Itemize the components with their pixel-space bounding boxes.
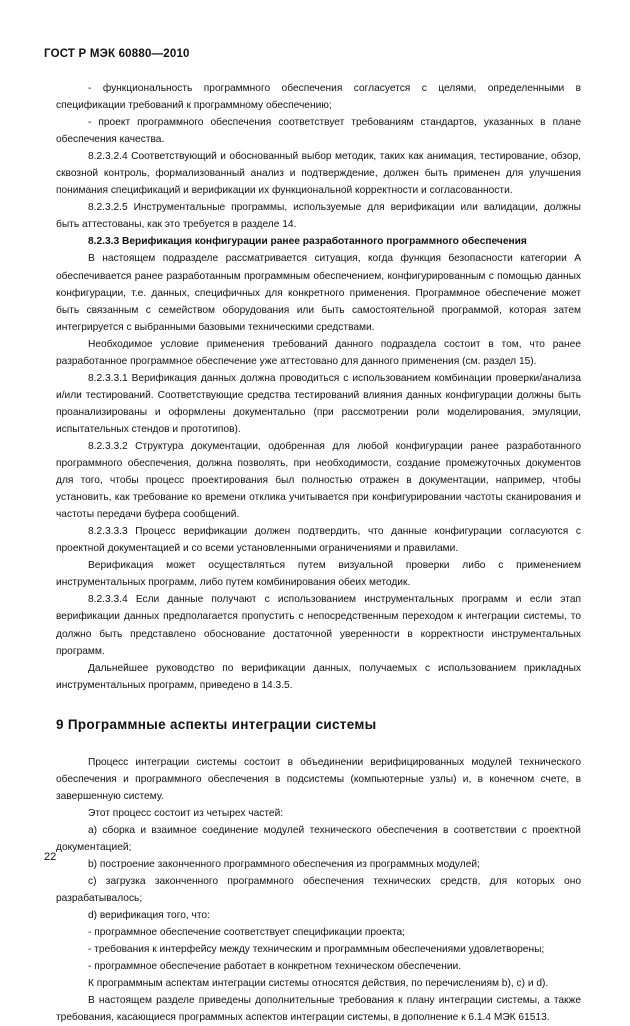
paragraph: 8.2.3.2.5 Инструментальные программы, используемые для верификации или валидации, должны быть аттестованы, как это требуется в разделе 14. <box>56 202 581 231</box>
paragraph: В настоящем подразделе рассматривается ситуация, когда функция безопасности категории А обеспечивается ранее разработанным программным обеспечением, конфигурированным с помощью данных конфигурации, т.е. данных, специфичных для конкретного применения. Программное обеспечение может быть связанным с семейством оборудования или быть самостоятельной программой, которая затем интегрируется с выбранными базовыми техническими средствами. <box>56 253 581 333</box>
paragraph: - программное обеспечение работает в конкретном техническом обеспечении. <box>88 961 462 973</box>
paragraph: К программным аспектам интеграции системы относятся действия, по перечислениям b), c) и d). <box>88 978 549 990</box>
paragraph: Необходимое условие применения требований данного подраздела состоит в том, что ранее разработанное программное обеспечение уже аттестовано для данного применения (см. раздел 15). <box>56 338 581 367</box>
paragraph: 8.2.3.3.4 Если данные получают с использованием инструментальных программ и если этап верификации данных предполагается пропустить с непосредственным переходом к интеграции системы, то должно быть представлено обоснование достаточной уверенности в корректности инструментальных программ. <box>56 594 581 657</box>
document-header: ГОСТ Р МЭК 60880—2010 <box>44 48 190 60</box>
paragraph: 8.2.3.3 Верификация конфигурации ранее разработанного программного обеспечения <box>88 236 527 248</box>
paragraph: Процесс интеграции системы состоит в объединении верифицированных модулей технического обеспечения и программного обеспечения в подсистемы (компьютерные узлы) и, в конечном счете, в завершенную систему. <box>56 756 581 802</box>
paragraph: 8.2.3.3.2 Структура документации, одобренная для любой конфигурации ранее разработанного программного обеспечения, должна позволять, при необходимости, создание промежуточных документов для того, чтобы процесс проектирования был полностью отражен в документации, например, чтобы установить, как требование ко времени отклика учитывается при конфигурировании частоты сканирования и частоты передачи буфера сообщений. <box>56 440 581 521</box>
page-number: 22 <box>44 851 57 863</box>
paragraph: - требования к интерфейсу между техническим и программным обеспечениями удовлетворены; <box>88 944 545 956</box>
page-body <box>56 80 581 1026</box>
paragraph: d) верификация того, что: <box>88 910 210 922</box>
paragraph: Дальнейшее руководство по верификации данных, получаемых с использованием прикладных инструментальных программ, приведено в 14.3.5. <box>56 662 581 691</box>
paragraph: В настоящем разделе приведены дополнительные требования к плану интеграции системы, а также требования, касающиеся программных аспектов интеграции системы, в дополнение к 6.1.4 МЭК 61513. <box>56 995 581 1024</box>
paragraph: b) построение законченного программного обеспечения из программных модулей; <box>88 859 480 871</box>
paragraph: - проект программного обеспечения соответствует требованиям стандартов, указанных в плане обеспечения качества. <box>56 117 581 146</box>
paragraph: - программное обеспечение соответствует спецификации проекта; <box>88 927 405 939</box>
paragraph: Этот процесс состоит из четырех частей: <box>88 807 284 819</box>
paragraph: Верификация может осуществляться путем визуальной проверки либо с применением инструментальных программ, либо путем комбинирования обеих методик. <box>56 560 581 589</box>
section-8-paragraphs <box>56 80 581 694</box>
paragraph: 8.2.3.3.1 Верификация данных должна проводиться с использованием комбинации проверки/анализа и/или тестирований. Соответствующие средства тестирований влияния данных конфигурации должны быть проанализированы и оформлены документально (при рассмотрении роли моделирования, эмуляции, испытательных стендов и прототипов). <box>56 372 581 435</box>
paragraph: 8.2.3.3.3 Процесс верификации должен подтвердить, что данные конфигурации согласуются с проектной документацией и со всеми установленными ограничениями и правилами. <box>56 526 581 555</box>
paragraph: c) загрузка законченного программного обеспечения технических средств, для которых оно разрабатывалось; <box>56 876 581 905</box>
section-9-paragraphs <box>56 754 581 1026</box>
paragraph: a) сборка и взаимное соединение модулей технического обеспечения в соответствии с проектной документацией; <box>56 824 581 853</box>
paragraph: - функциональность программного обеспечения согласуется с целями, определенными в спецификации требований к программному обеспечению; <box>56 83 581 112</box>
paragraph: 8.2.3.2.4 Соответствующий и обоснованный выбор методик, таких как анимация, тестирование, обзор, сквозной контроль, формализованный анализ и подтверждение, должен быть применен для улучшения понимания спецификаций и верификации их функциональной корректности и согласованности. <box>56 151 581 197</box>
section-9-heading: 9 Программные аспекты интеграции системы <box>56 716 377 732</box>
